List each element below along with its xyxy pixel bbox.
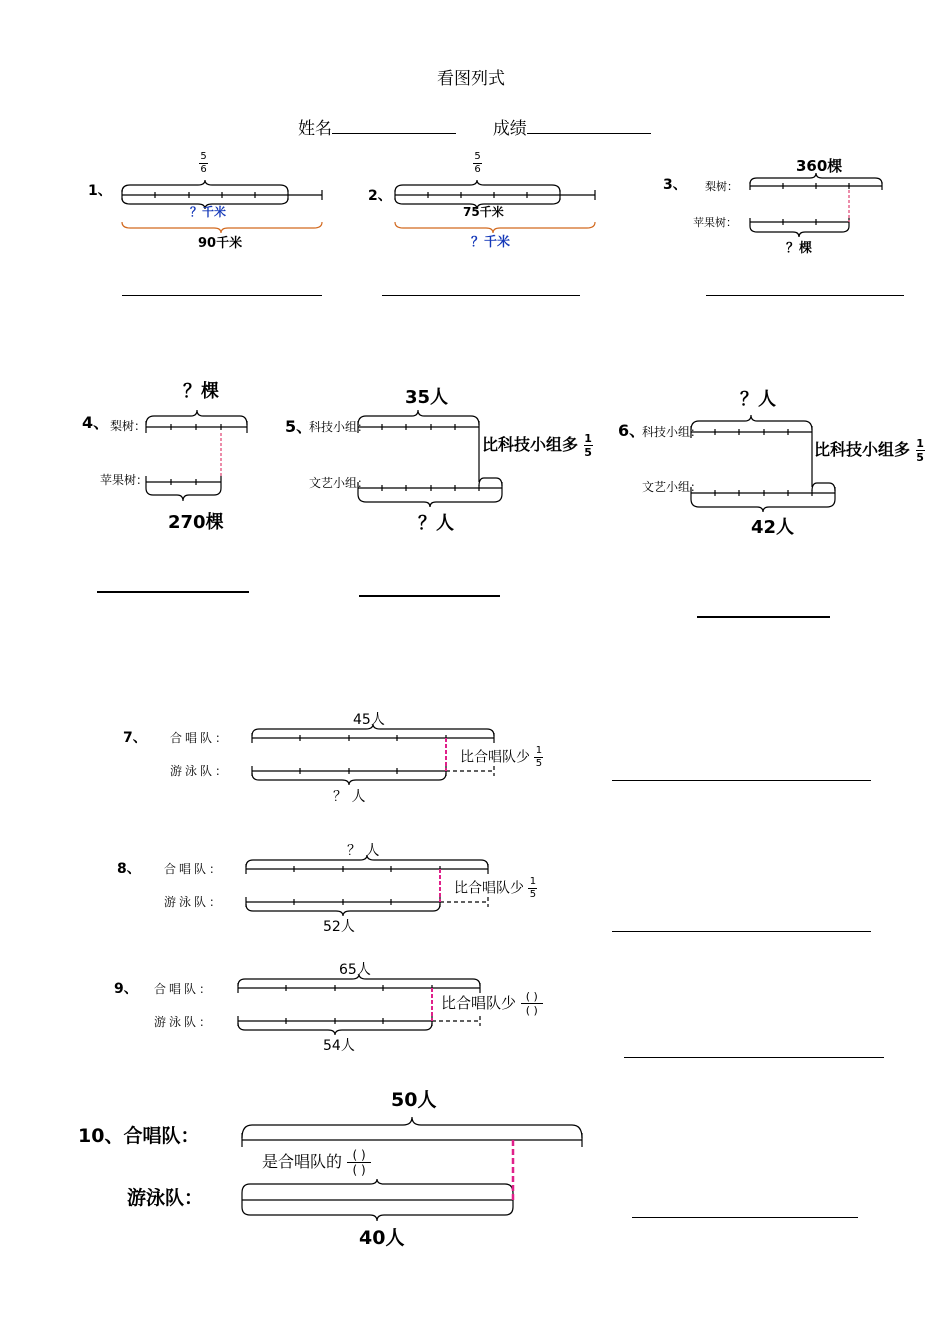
p1-unknown: ？千米 <box>190 205 227 219</box>
p3-answer-line[interactable] <box>706 295 904 296</box>
p1-answer-line[interactable] <box>122 295 322 296</box>
p8-top-qty: ？ 人 <box>347 843 380 859</box>
p5-bottom-qty: ？人 <box>418 513 454 534</box>
p6-compare-text: 比科技小组多 <box>814 440 911 459</box>
p4-top-qty: ？棵 <box>183 381 219 402</box>
p2-frac-num: 5 <box>474 151 481 162</box>
p7-diagram <box>252 724 494 785</box>
p10-row2-label: 游泳队： <box>127 1187 204 1209</box>
p5-answer-line[interactable] <box>359 595 500 597</box>
p9-compare <box>441 991 543 1016</box>
p7-frac-num: 1 <box>535 745 543 756</box>
p4-diagram <box>146 410 247 501</box>
p5-diagram <box>358 410 502 507</box>
p5-frac-den: 5 <box>584 446 592 459</box>
p2-number: 2、 <box>368 188 392 204</box>
p2-answer-line[interactable] <box>382 295 580 296</box>
p2-frac-den: 6 <box>474 164 481 175</box>
p4-answer-line[interactable] <box>97 591 249 593</box>
p1-total: 90千米 <box>198 236 243 251</box>
p8-row2-label: 游泳队： <box>164 895 225 909</box>
p6-frac-num: 1 <box>916 437 924 450</box>
p5-compare <box>482 432 593 458</box>
p9-compare-text: 比合唱队少 <box>441 994 517 1012</box>
p5-top-qty: 35人 <box>405 387 449 408</box>
p1-frac-num: 5 <box>200 151 207 162</box>
p9-answer-line[interactable] <box>624 1057 884 1058</box>
page-title: 看图列式 <box>437 69 505 89</box>
p10-compare-text: 是合唱队的 <box>262 1152 343 1171</box>
p2-fraction <box>473 152 482 175</box>
p2-known: 75千米 <box>463 205 504 219</box>
p2-unknown: ？千米 <box>471 235 511 250</box>
p10-frac-num[interactable]: ( ) <box>352 1148 366 1162</box>
p8-compare-text: 比合唱队少 <box>454 880 524 897</box>
p7-compare-text: 比合唱队少 <box>460 749 530 766</box>
p6-row2-label: 文艺小组： <box>642 480 703 494</box>
name-label: 姓名 <box>298 119 332 139</box>
p9-frac-num[interactable]: ( ) <box>525 990 538 1003</box>
p10-number: 10、 <box>78 1125 124 1147</box>
p6-compare <box>814 437 925 463</box>
p5-compare-text: 比科技小组多 <box>482 435 579 454</box>
p10-top-qty: 50人 <box>391 1089 437 1111</box>
p1-fraction <box>199 152 208 175</box>
p7-number: 7、 <box>123 730 147 746</box>
p5-number: 5、 <box>285 417 313 436</box>
p7-row1-label: 合唱队： <box>170 731 231 745</box>
p8-compare <box>454 877 537 900</box>
p6-frac-den: 5 <box>916 451 924 464</box>
p8-frac-num: 1 <box>529 876 537 887</box>
p6-top-qty: ？人 <box>740 389 776 410</box>
p10-answer-line[interactable] <box>632 1217 858 1218</box>
p4-row1-label: 梨树： <box>110 419 147 433</box>
p4-row2-label: 苹果树： <box>100 473 149 487</box>
p10-row1 <box>78 1121 199 1148</box>
p3-bottom-qty: ？棵 <box>786 241 813 256</box>
p3-row2-label: 苹果树： <box>693 216 737 229</box>
p3-top-qty: 360棵 <box>796 157 843 175</box>
p6-row1-label: 科技小组： <box>642 425 703 439</box>
p3-diagram <box>750 173 882 237</box>
p7-compare <box>460 746 543 769</box>
score-label: 成绩 <box>492 119 527 139</box>
p7-frac-den: 5 <box>535 758 543 769</box>
p7-bottom-qty: ？ 人 <box>333 789 366 805</box>
p10-compare <box>262 1149 371 1176</box>
p5-row1-label: 科技小组： <box>309 420 370 434</box>
p4-number: 4、 <box>82 413 110 432</box>
p8-diagram <box>246 855 488 916</box>
p5-frac-num: 1 <box>584 432 592 445</box>
p8-number: 8、 <box>117 861 141 877</box>
p5-row2-label: 文艺小组： <box>309 476 370 490</box>
p1-frac-den: 6 <box>200 164 207 175</box>
p8-answer-line[interactable] <box>612 931 871 932</box>
p8-row1-label: 合唱队： <box>164 862 225 876</box>
p7-answer-line[interactable] <box>612 780 871 781</box>
p9-top-qty: 65人 <box>339 962 371 978</box>
p7-row2-label: 游泳队： <box>170 764 231 778</box>
p9-row2-label: 游泳队： <box>154 1015 215 1029</box>
p6-bottom-qty: 42人 <box>751 517 795 538</box>
p7-top-qty: 45人 <box>353 712 385 728</box>
p3-number: 3、 <box>663 177 687 193</box>
p8-bottom-qty: 52人 <box>323 919 355 935</box>
p8-frac-den: 5 <box>529 889 537 900</box>
p3-row1-label: 梨树： <box>705 180 738 193</box>
p10-frac-den[interactable]: ( ) <box>352 1163 366 1177</box>
p9-number: 9、 <box>114 981 138 997</box>
p4-bottom-qty: 270棵 <box>168 512 224 533</box>
p1-number: 1、 <box>88 183 112 199</box>
p9-bottom-qty: 54人 <box>323 1038 355 1054</box>
p6-number: 6、 <box>618 421 646 440</box>
p10-bottom-qty: 40人 <box>359 1227 405 1249</box>
p9-row1-label: 合唱队： <box>154 982 215 996</box>
p6-diagram <box>691 415 835 512</box>
p6-answer-line[interactable] <box>697 616 830 618</box>
p9-frac-den[interactable]: ( ) <box>525 1004 538 1017</box>
p10-row1-label: 合唱队： <box>123 1125 200 1147</box>
